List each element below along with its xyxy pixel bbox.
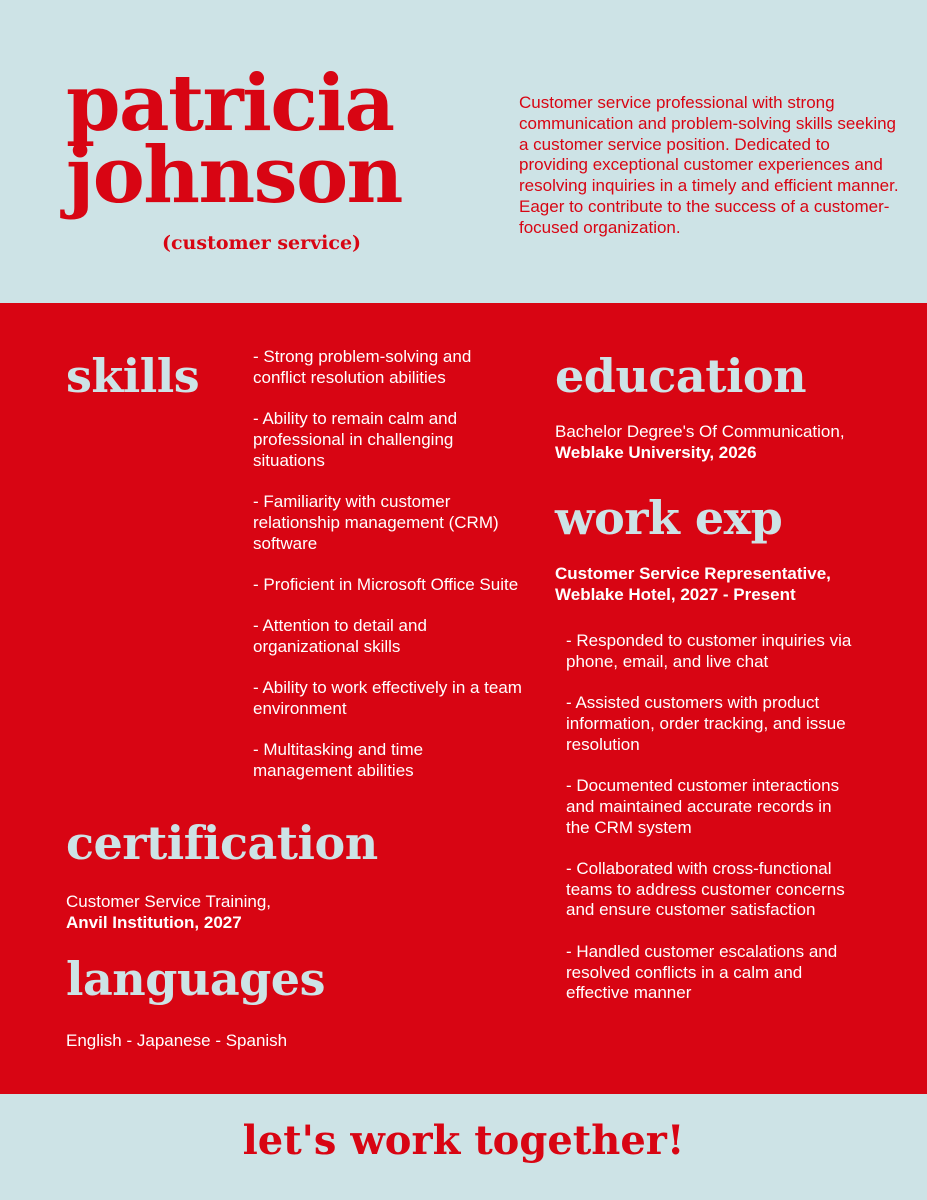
work-duty-item: - Documented customer interactions and maintained accurate records in the CRM system [566,775,840,837]
education-heading: education [555,349,807,403]
certification-heading: certification [66,816,378,870]
job-role: (customer service) [162,232,362,254]
first-name: patricia [66,58,394,149]
last-name: johnson [66,130,402,221]
skill-item: - Ability to work effectively in a team environment [253,678,522,719]
education-university: Weblake University, 2026 [555,442,757,462]
work-duty-item: - Assisted customers with product information, order tracking, and issue resolution [566,693,846,754]
languages-heading: languages [66,952,325,1006]
work-duties-list [566,631,856,1025]
work-position: Customer Service Representative, [555,564,831,583]
work-duty-item: - Collaborated with cross-functional teams to address customer concerns and ensure customer satisfaction [566,858,845,920]
skill-item: - Attention to detail and organizational skills [253,616,427,656]
work-heading: work exp [555,491,783,545]
candidate-name [66,58,402,221]
languages-list: English - Japanese - Spanish [66,1031,288,1050]
certification-details [66,892,271,934]
profile-summary: Customer service professional with strong communication and problem-solving skills seeking a customer service position. Dedicated to providing exceptional customer experiences and resolving inquiries in a timely and efficient manner. Eager to contribute to the success of a customer-focused organization. [519,93,899,237]
work-employer: Weblake Hotel, 2027 - Present [555,584,796,604]
skill-item: - Ability to remain calm and professional in challenging situations [253,409,458,470]
education-degree: Bachelor Degree's Of Communication, [555,422,845,441]
certification-course: Customer Service Training, [66,892,272,911]
skill-item: - Strong problem-solving and conflict resolution abilities [253,347,472,387]
call-to-action: let's work together! [242,1117,685,1164]
work-duty-item: - Handled customer escalations and resolved conflicts in a calm and effective manner [566,941,838,1003]
skill-item: - Proficient in Microsoft Office Suite [253,574,519,594]
work-duty-item: - Responded to customer inquiries via phone, email, and live chat [566,631,852,671]
education-details [555,422,845,464]
skills-heading: skills [66,349,200,403]
skill-item: - Multitasking and time management abilities [253,740,424,781]
certification-institution: Anvil Institution, 2027 [66,912,242,932]
skill-item: - Familiarity with customer relationship management (CRM) software [253,491,499,553]
skills-list [253,347,523,802]
work-title [555,564,831,606]
